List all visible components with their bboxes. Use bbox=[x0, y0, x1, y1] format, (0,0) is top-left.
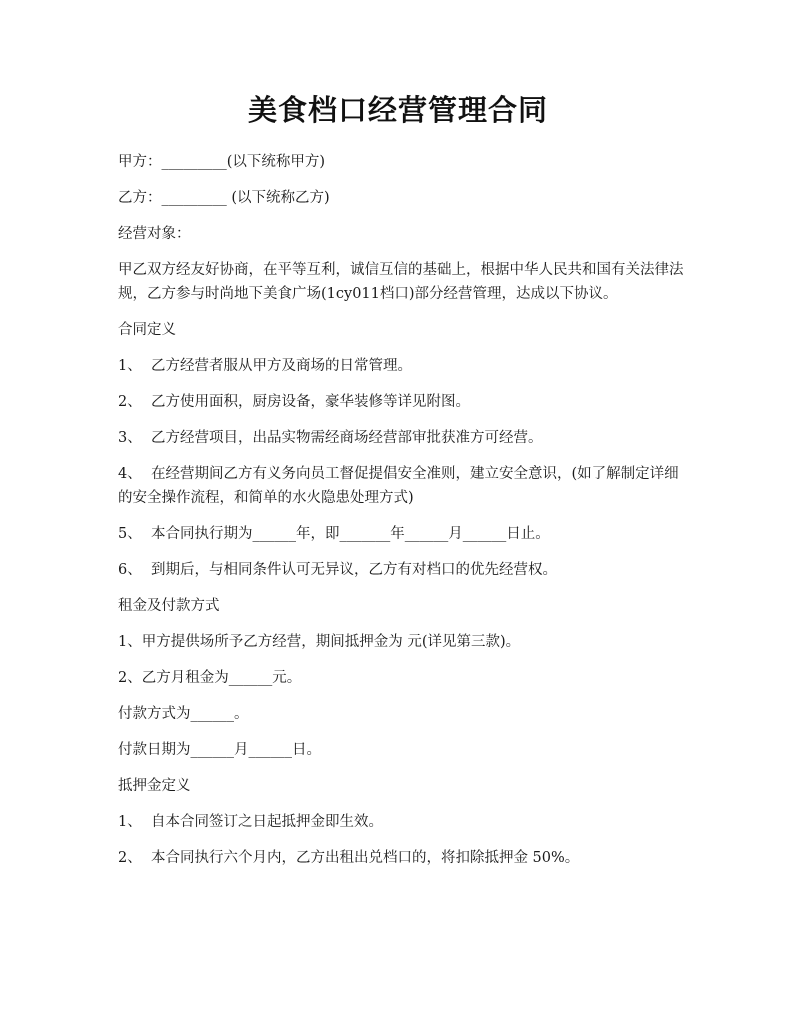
payment-method-line: 付款方式为______。 bbox=[118, 706, 249, 722]
business-object-label: 经营对象： bbox=[118, 226, 191, 242]
section-heading-rent-payment: 租金及付款方式 bbox=[118, 598, 220, 614]
section-heading-deposit: 抵押金定义 bbox=[118, 778, 191, 794]
rent-clause-2: 2、乙方月租金为______元。 bbox=[118, 670, 302, 686]
rent-clause-1: 1、甲方提供场所予乙方经营，期间抵押金为 元(详见第三款)。 bbox=[118, 634, 521, 650]
clause-3: 3、 乙方经营项目，出品实物需经商场经营部审批获准方可经营。 bbox=[118, 430, 543, 446]
clause-1: 1、 乙方经营者服从甲方及商场的日常管理。 bbox=[118, 358, 412, 374]
party-b-line: 乙方：_________ (以下统称乙方) bbox=[118, 190, 330, 206]
clause-5: 5、 本合同执行期为______年，即_______年______月______日止。 bbox=[118, 526, 550, 542]
preamble-paragraph: 甲乙双方经友好协商，在平等互利，诚信互信的基础上，根据中华人民共和国有关法律法规，乙方参与时尚地下美食广场(1cy011档口)部分经营管理，达成以下协议。 bbox=[118, 262, 684, 302]
deposit-clause-2: 2、 本合同执行六个月内，乙方出租出兑档口的，将扣除抵押金 50%。 bbox=[118, 850, 580, 866]
clause-4: 4、 在经营期间乙方有义务向员工督促提倡安全准则，建立安全意识，(如了解制定详细的安全操作流程，和简单的水火隐患处理方式) bbox=[118, 466, 679, 506]
document-title: 美食档口经营管理合同 bbox=[247, 93, 548, 127]
clause-6: 6、 到期后，与相同条件认可无异议，乙方有对档口的优先经营权。 bbox=[118, 562, 557, 578]
payment-date-line: 付款日期为______月______日。 bbox=[118, 742, 321, 758]
document-body bbox=[118, 150, 686, 882]
clause-2: 2、 乙方使用面积，厨房设备，豪华装修等详见附图。 bbox=[118, 394, 470, 410]
deposit-clause-1: 1、 自本合同签订之日起抵押金即生效。 bbox=[118, 814, 383, 830]
party-a-line: 甲方：_________(以下统称甲方) bbox=[118, 154, 326, 170]
section-heading-contract-definition: 合同定义 bbox=[118, 322, 176, 338]
